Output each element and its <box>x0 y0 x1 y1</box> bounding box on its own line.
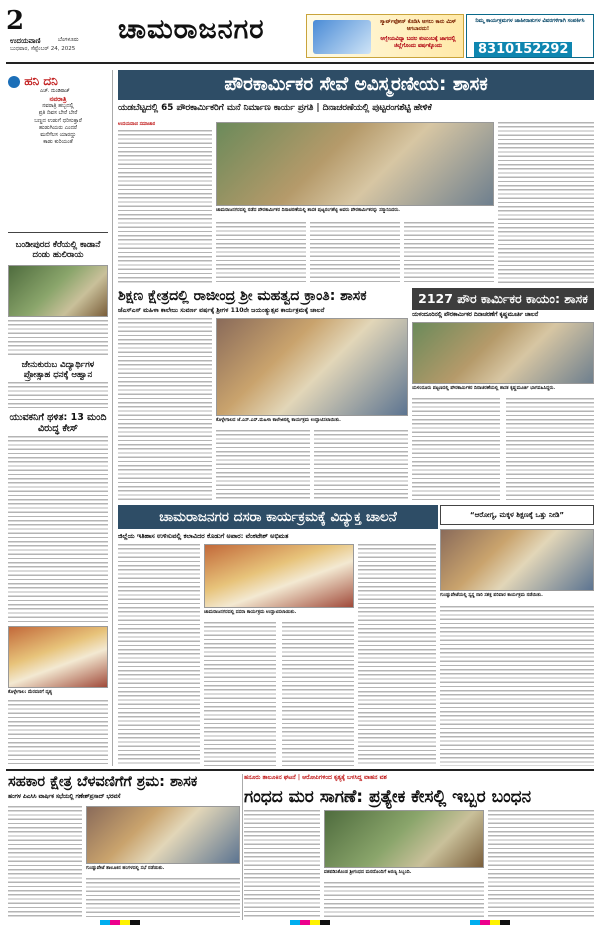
tiger-photo <box>8 265 108 317</box>
lead-subheadline: ಯಡಬೆಟ್ಟದಲ್ಲಿ 65 ಪೌರಕಾರ್ಮಿಕರಿಗೆ ಮನೆ ನಿರ್ಮಾಣ ಕಾರ್ಯ ಪ್ರಗತಿ | ದಿನಾಚರಣೆಯಲ್ಲಿ ಪುಟ್ಟರಂಗಶೆಟ್ಟಿ ಹೇಳಿಕೆ <box>118 103 432 113</box>
education-subheadline: ಜೆಎಸ್‌ಎಸ್ ಮಹಿಳಾ ಕಾಲೇಜು ಸುವರ್ಣ ವರ್ಷಕ್ಕೆ ಶ್ರೀಗಳ 110ನೇ ಜಯಂತ್ಯುತ್ಸವ ಕಾರ್ಯಕ್ರಮಕ್ಕೆ ಚಾಲನೆ <box>118 307 325 314</box>
assault-headline: ಯುವಕನಿಗೆ ಥಳಿತ: 13 ಮಂದಿ ವಿರುದ್ಧ ಕೇಸ್ <box>9 412 107 434</box>
advert-left-text-2: ಆಗ್ನೇಯವಿದ್ಯಾ ಬದಲ ಕುಟುಂಬಕ್ಕೆ ಜಾಗದಲ್ಲಿ ಜಿಲ್ಲೆಗೊಂದು ವರ್ಷಕ್ಕೊಂದು <box>380 36 456 49</box>
phone-icon <box>313 20 371 54</box>
advert-left <box>306 14 464 58</box>
lead-body-col3 <box>310 222 400 284</box>
advert-right-text: ನಿಮ್ಮ ಕಾರ್ಯಕ್ರಮಗಳ ಜಾಹೀರಾತುಗಳ ವಿವರಗಳಿಗಾಗಿ ಸಂಪರ್ಕಿಸಿ <box>475 18 585 24</box>
advert-left-text: ಸ್ಮಾರ್ಟ್‌ಫೋನ್ ಕೊಡಿಸಿ ಆಗಲು ಕಾರು ಮಿಸ್ ಆಗಬಾರದು! <box>379 19 457 32</box>
page-number: 2 <box>6 6 25 36</box>
workers-body-col1 <box>412 398 500 500</box>
lead-body-col4 <box>404 222 494 284</box>
sandal-body-col3 <box>488 810 594 918</box>
registration-marks <box>100 920 140 925</box>
dasara-body-col4 <box>358 544 436 766</box>
edition-label: ಬೆಂಗಳೂರು <box>58 37 79 43</box>
education-photo-caption: ಕೊಳ್ಳೇಗಾಲದ ಜೆ.ಎಸ್.ಎಸ್.ಮಹಿಳಾ ಕಾಲೇಜಿನಲ್ಲಿ ಕಾರ್ಯಕ್ರಮ ಉದ್ಘಾಟಿಸಲಾಯಿತು. <box>216 418 341 423</box>
paper-name: ಉದಯವಾಣಿ <box>10 37 41 45</box>
issue-date: ಬುಧವಾರ, ಸೆಪ್ಟೆಂಬರ್ 24, 2025 <box>10 46 76 52</box>
workers-subheadline: ಯಳಂದೂರಿನಲ್ಲಿ ಪೌರಕಾರ್ಮಿಕರ ದಿನಾಚರಣೆಗೆ ಕೃಷ್ಣಮೂರ್ತಿ ಚಾಲನೆ <box>412 312 539 318</box>
dasara-photo-caption: ಚಾಮರಾಜನಗರದಲ್ಲಿ ದಸರಾ ಕಾರ್ಯಕ್ರಮ ಉದ್ಘಾಟಿಸಲಾಯಿತು. <box>204 610 297 615</box>
poem-line: ಬಣ್ಣದ ಉಡುಗೆ ಧರಿಸುತ್ತಾರೆ <box>34 117 82 124</box>
health-photo-caption: ಗುಂಡ್ಲುಪೇಟೆಯಲ್ಲಿ ಸ್ವಸ್ಥ ನಾರಿ ಸಶಕ್ತ ಪರಿವಾರ ಕಾರ್ಯಕ್ರಮ ನಡೆಯಿತು. <box>440 593 543 598</box>
procession-photo <box>8 626 108 688</box>
workers-photo-caption: ಯಳಂದೂರು ಪಟ್ಟಣದಲ್ಲಿ ಪೌರಕಾರ್ಮಿಕರ ದಿನಾಚರಣೆಯಲ್ಲಿ ಶಾಸಕ ಕೃಷ್ಣಮೂರ್ತಿ ಭಾಗವಹಿಸಿದ್ದರು. <box>412 386 556 391</box>
lead-headline: ಪೌರಕಾರ್ಮಿಕರ ಸೇವೆ ಅವಿಸ್ಮರಣೀಯ: ಶಾಸಕ <box>118 70 594 100</box>
education-body-col2 <box>216 430 310 500</box>
assault-body-text <box>8 436 108 622</box>
lead-body-col5 <box>498 122 594 284</box>
divider <box>8 232 108 233</box>
column-divider <box>242 774 243 920</box>
coop-headline: ಸಹಕಾರ ಕ್ಷೇತ್ರ ಬೆಳವಣಿಗೆಗೆ ಶ್ರಮ: ಶಾಸಕ <box>8 774 198 790</box>
health-body-text <box>440 606 594 766</box>
column-divider <box>112 70 113 766</box>
lead-body-col1 <box>118 130 212 284</box>
procession-caption: ಕೊಳ್ಳೇಗಾಲ: ಮೆರವಣಿಗೆ ದೃಶ್ಯ <box>8 690 53 695</box>
tribal-headline: ಜೇನುಕುರುಬ ವಿದ್ಯಾರ್ಥಿಗಳ ಪ್ರೋತ್ಸಾಹ ಧನಕ್ಕೆ ಆಹ್ವಾನ <box>21 360 95 380</box>
lead-body-col2 <box>216 222 306 284</box>
lead-byline: ಉದಯವಾಣಿ ಸಮಾಚಾರ <box>118 122 156 127</box>
dasara-body-col3 <box>282 622 354 766</box>
education-body-col1 <box>118 318 212 500</box>
dasara-subheadline: ಜಿಲ್ಲೆಯ ಇತಿಹಾಸ ಉಳಿಸುವಲ್ಲಿ ಕಲಾವಿದರ ಕೊಡುಗೆ ಅಪಾರ: ವೆಂಕಟೇಶ್ ಅಭಿಮತ <box>118 532 289 540</box>
coop-subheadline: ಹಂಗಳ ಪಿಎಸಿಸಿ ವಾರ್ಷಿಕ ಸಭೆಯಲ್ಲಿ ಗಣೇಶ್‌ಪ್ರಸಾದ್ ಭರವಸೆ <box>8 794 121 800</box>
coop-body-col1 <box>8 806 82 918</box>
coop-body-col2 <box>86 878 240 918</box>
left-bottom-text <box>8 700 108 764</box>
sandal-headline: ಗಂಧದ ಮರ ಸಾಗಣೆ: ಪ್ರತ್ಯೇಕ ಕೇಸಲ್ಲಿ ಇಬ್ಬರ ಬಂಧನ <box>244 787 532 807</box>
region-title: ಚಾಮರಾಜನಗರ <box>118 14 308 54</box>
section-rule <box>6 769 594 771</box>
masthead-rule <box>6 62 594 64</box>
education-photo <box>216 318 408 416</box>
sandal-body-col2 <box>324 882 484 918</box>
poem-line: ನವರಾತ್ರಿ ಹಬ್ಬದಲ್ಲಿ <box>42 103 74 110</box>
tribal-body-text <box>8 382 108 408</box>
sandal-photo-caption: ವಶಪಡಿಸಿಕೊಂಡ ಶ್ರೀಗಂಧದ ಮರದೊಂದಿಗೆ ಅರಣ್ಯ ಸಿಬ್ಬಂದಿ. <box>324 870 412 875</box>
education-body-col3 <box>314 430 408 500</box>
dasara-headline: ಚಾಮರಾಜನಗರ ದಸರಾ ಕಾರ್ಯಕ್ರಮಕ್ಕೆ ವಿದ್ಯುಕ್ತ ಚಾಲನೆ <box>118 505 438 529</box>
poem-box <box>8 92 108 146</box>
dasara-body-col1 <box>118 544 200 766</box>
dasara-photo <box>204 544 354 608</box>
sandal-kicker: ಹನೂರು ತಾಲೂಕಿನ ಘಟನೆ | ಆರೋಪಿಗಳಿಂದ ಕೃತ್ಯಕ್ಕೆ ಬಳಸಿದ್ದ ವಾಹನ ವಶ <box>244 774 387 781</box>
poem-line: ಕಾಡು ಕುರಿಯಂತೆ <box>43 139 73 146</box>
lead-photo-caption: ಚಾಮರಾಜನಗರದಲ್ಲಿ ನಡೆದ ಪೌರಕಾರ್ಮಿಕರ ದಿನಾಚರಣೆಯಲ್ಲಿ ಶಾಸಕ ಪುಟ್ಟರಂಗಶೆಟ್ಟಿ ಅವರು ಪೌರಕಾರ್ಮಿಕರನ್ನು ಸನ್ಮಾನಿಸಿದರು. <box>216 208 401 213</box>
tiger-headline: ಬಂಡೀಪುರದ ಕೆರೆಯಲ್ಲಿ ಕಾಡಾನೆ ದಂಡು ಹುಲಿರಾಯ <box>15 240 101 260</box>
registration-marks <box>290 920 330 925</box>
sandal-body-col1 <box>244 810 320 918</box>
poem-title: ನವರಾತ್ರಿ <box>49 95 67 103</box>
health-headline: “ಆರೋಗ್ಯ, ಮಕ್ಕಳ ಶಿಕ್ಷಣಕ್ಕೆ ಒತ್ತು ನೀಡಿ” <box>440 505 594 525</box>
dasara-body-col2 <box>204 622 276 766</box>
coop-photo-caption: ಗುಂಡ್ಲುಪೇಟೆ ತಾಲೂಕಿನ ಹಂಗಳದಲ್ಲಿ ಸಭೆ ನಡೆಯಿತು. <box>86 866 165 871</box>
poem-line: ಹುಡುಗಿಯರು ಎಂದರೆ <box>39 124 77 131</box>
advert-phone: 8310152292 <box>474 42 572 57</box>
workers-headline: 2127 ಪೌರ ಕಾರ್ಮಿಕರ ಕಾಯಂ: ಶಾಸಕ <box>412 288 594 310</box>
sandal-photo <box>324 810 484 868</box>
health-photo <box>440 529 594 591</box>
coop-photo <box>86 806 240 864</box>
workers-body-col2 <box>506 398 594 500</box>
registration-marks <box>470 920 510 925</box>
poem-line: ಪ್ರತಿ ದಿವಸ ಬೇರೆ ಬೇರೆ <box>38 110 78 117</box>
poem-line: ಮನೆಗೆಲಸ ಯಾರದ್ದು <box>40 132 76 139</box>
lead-photo <box>216 122 494 206</box>
column-logo-text: ಹನಿ ದನಿ <box>24 74 58 88</box>
tiger-body-text <box>8 320 108 356</box>
column-logo <box>8 74 106 88</box>
column-author: ಎಚ್. ದುಂಡಿರಾಜ್ <box>40 89 70 94</box>
workers-photo <box>412 322 594 384</box>
education-headline: ಶಿಕ್ಷಣ ಕ್ಷೇತ್ರದಲ್ಲಿ ರಾಜೀಂದ್ರ ಶ್ರೀ ಮಹತ್ವದ ಕ್ರಾಂತಿ: ಶಾಸಕ <box>118 288 367 304</box>
drop-icon <box>8 76 20 88</box>
